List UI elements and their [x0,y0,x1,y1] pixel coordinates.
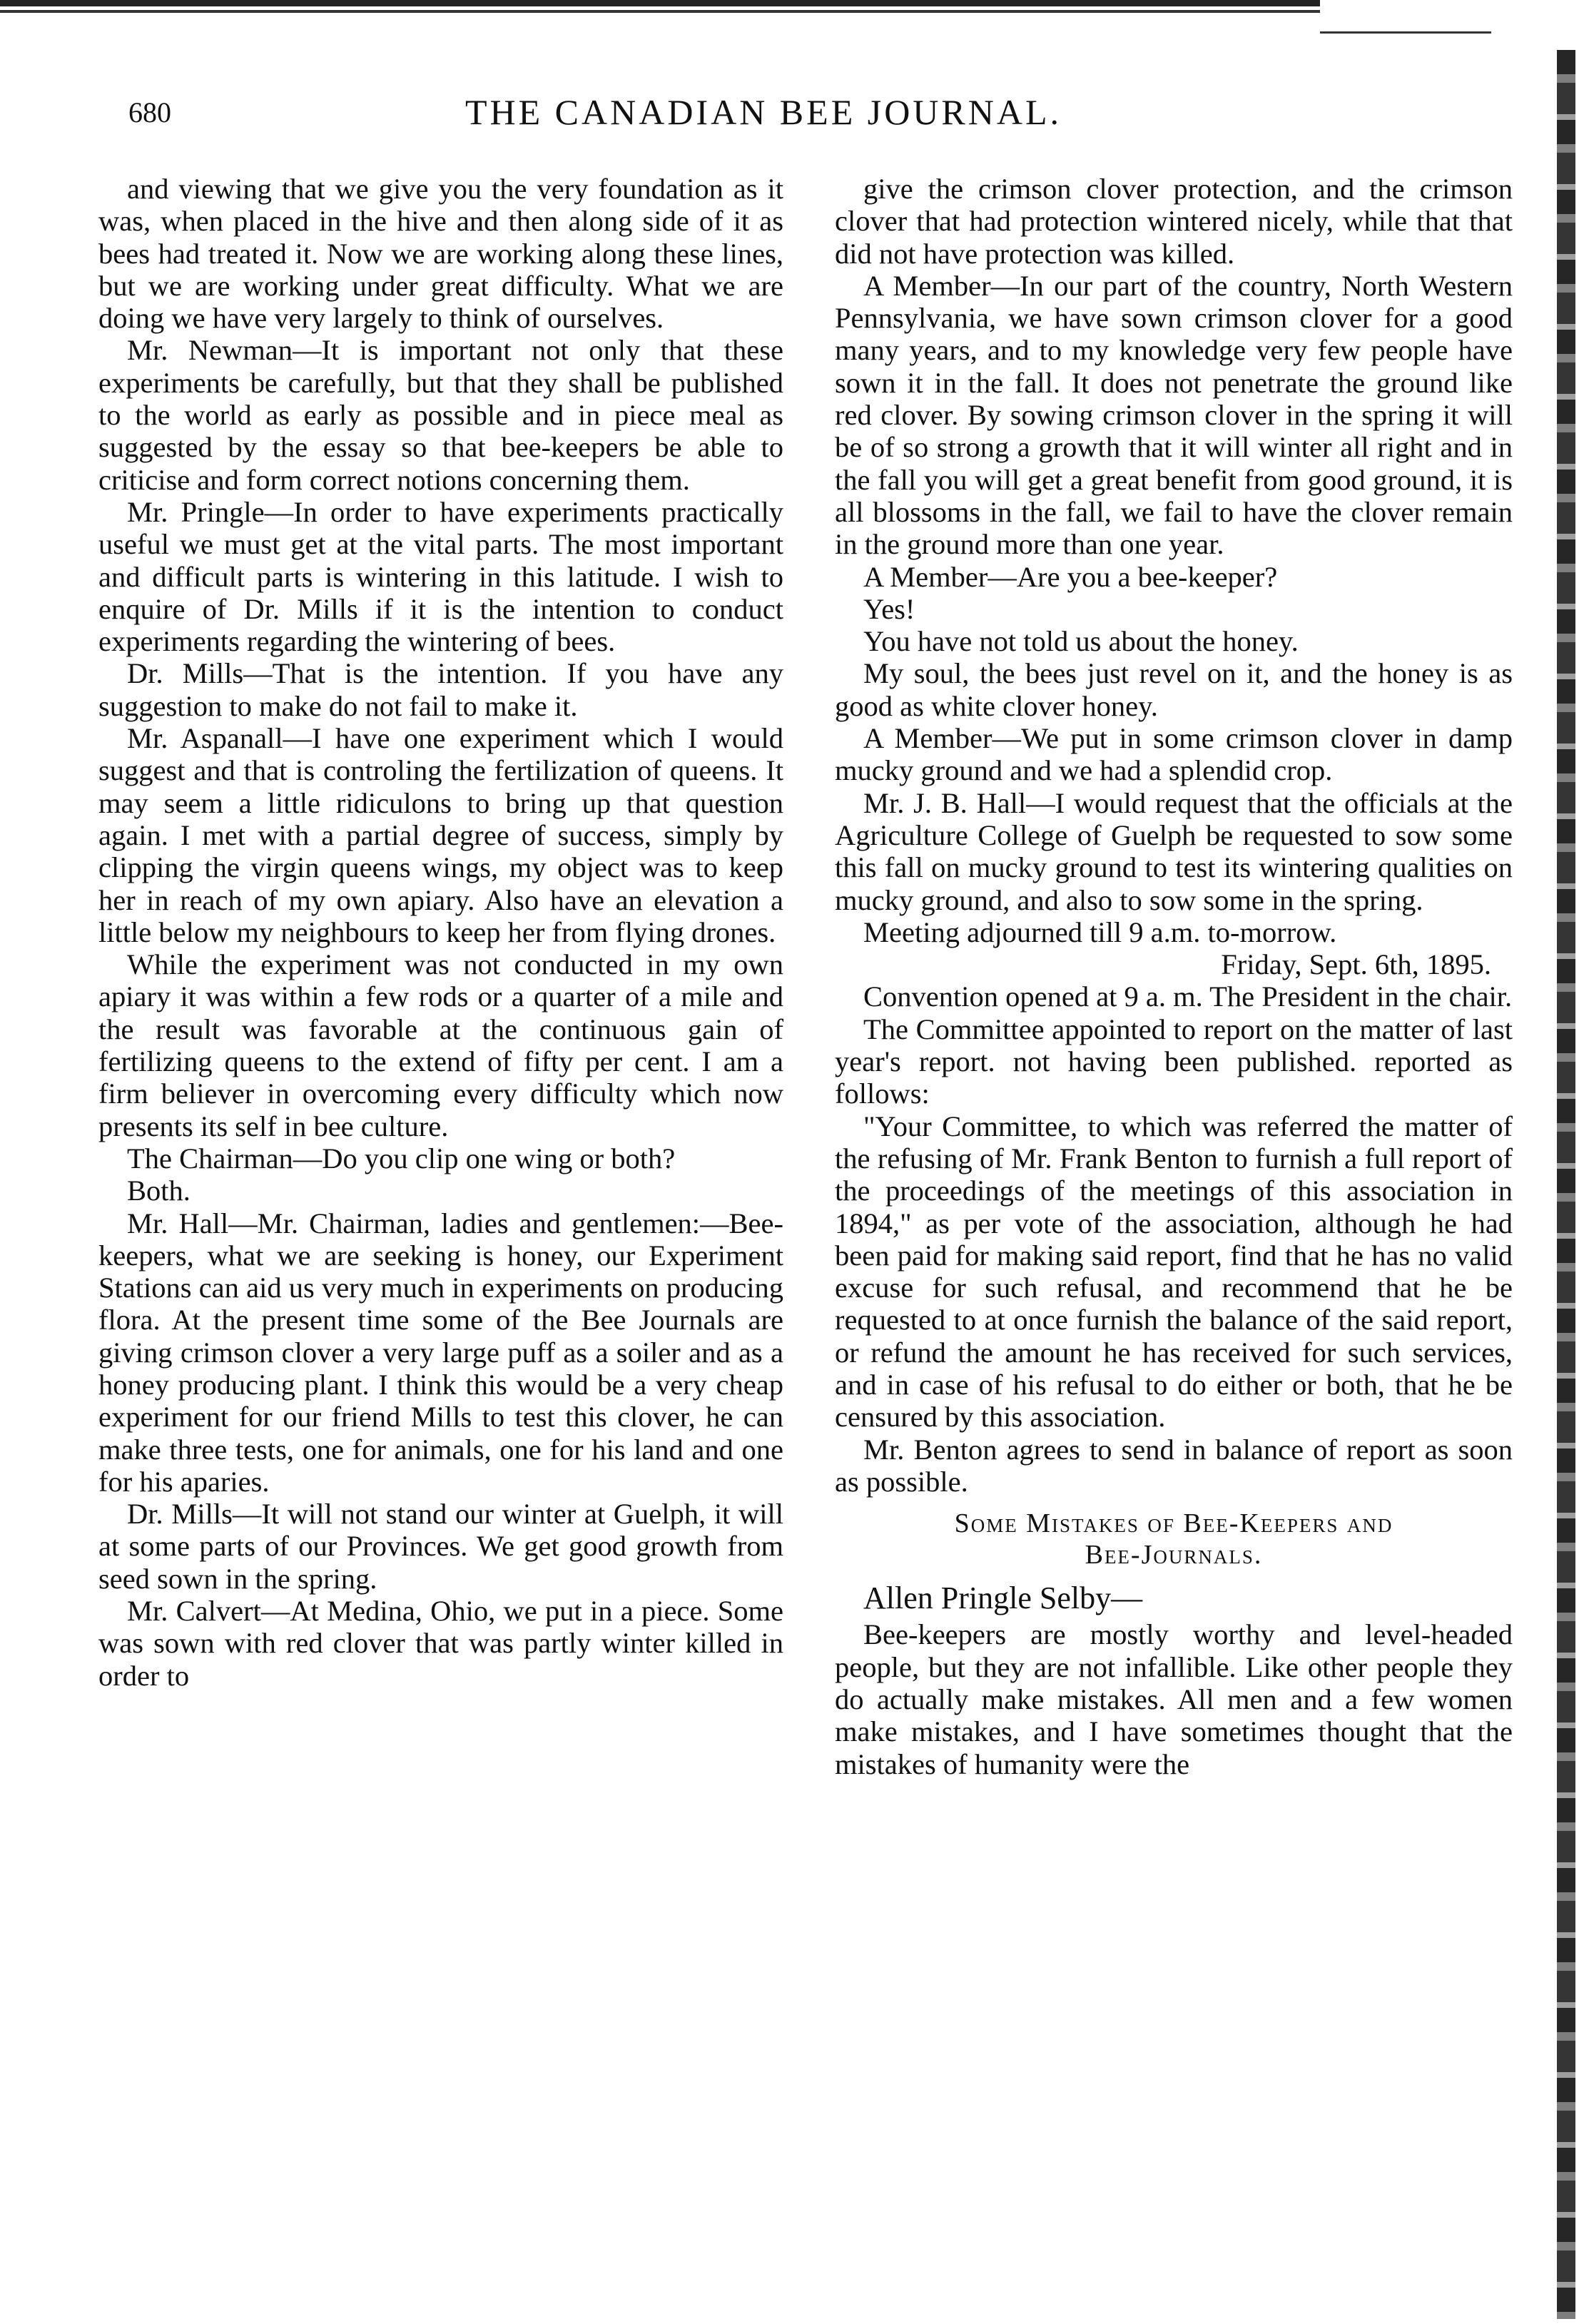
page-edge-shadow [1557,50,1575,2319]
paragraph: A Member—In our part of the country, North Western Pennsylvania, we have sown crimson clover for a good many years, and to my knowledge very few people have sown it in the fall. It does not penetrate the ground like red clover. By sowing crimson clover in the spring it will be of so strong a growth that it will winter all right and in the fall you will get a great benefit from good ground, it is all blossoms in the fall, we fail to have the clover remain in the ground more than one year. [835,269,1513,561]
paragraph: Bee-keepers are mostly worthy and level-headed people, but they are not infallible. Like other people they do actually make mistakes. All men and a few women make mistakes, and I have sometimes thought that the mistakes of humanity were the [835,1618,1513,1780]
section-title-line: Bee-Journals. [1085,1540,1263,1571]
paragraph: and viewing that we give you the very foundation as it was, when placed in the hive and then along side of it as bees had treated it. Now we are working along these lines, but we are working under great difficulty. What we are doing we have very largely to think of ourselves. [98,173,783,335]
paragraph: give the crimson clover protection, and the crimson clover that had protection wintered nicely, while that that did not have protection was killed. [835,173,1513,270]
left-column [98,173,783,1692]
paragraph: A Member—We put in some crimson clover in damp mucky ground and we had a splendid crop. [835,722,1513,787]
paragraph: Mr. J. B. Hall—I would request that the officials at the Agriculture College of Guelph be requested to sow some this fall on mucky ground to test its wintering qualities on mucky ground, and also to sow some in the spring. [835,786,1513,916]
paragraph: The Committee appointed to report on the matter of last year's report. not having been published. reported as follows: [835,1013,1513,1110]
paragraph: While the experiment was not conducted in my own apiary it was within a few rods or a quarter of a mile and the result was favorable at the continuous gain of fertilizing queens to the extend of fifty per cent. I am a firm believer in overcoming every difficulty which now presents its self in bee culture. [98,948,783,1142]
page-number: 680 [128,96,171,128]
top-border-rule-right [1320,31,1491,34]
paragraph: Both. [127,1174,191,1207]
page-header [86,91,1506,141]
paragraph: My soul, the bees just revel on it, and the honey is as good as white clover honey. [835,657,1513,722]
section-title [835,1508,1513,1571]
paragraph: You have not told us about the honey. [863,625,1299,658]
paragraph: Mr. Newman—It is important not only that these experiments be carefully, but that they shall be published to the world as early as possible and in piece meal as suggested by the essay so that bee-keepers be able to criticise and form correct notions concerning them. [98,334,783,496]
paragraph: Dr. Mills—That is the intention. If you have any suggestion to make do not fail to make it. [98,657,783,722]
paragraph: Dr. Mills—It will not stand our winter at Guelph, it will at some parts of our Provinces. We get good growth from seed sown in the spring. [98,1498,783,1595]
paragraph: Mr. Benton agrees to send in balance of report as soon as possible. [835,1433,1513,1498]
paragraph: Convention opened at 9 a. m. The President in the chair. [863,980,1513,1013]
journal-title: THE CANADIAN BEE JOURNAL. [464,92,1062,132]
paragraph: A Member—Are you a bee-keeper? [863,560,1278,593]
dateline: Friday, Sept. 6th, 1895. [1221,948,1491,981]
byline: Allen Pringle Selby— [863,1580,1143,1616]
paragraph: Mr. Pringle—In order to have experiments practically useful we must get at the vital parts. The most important and difficult parts is wintering in this latitude. I wish to enquire of Dr. Mills if it is the intention to conduct experiments regarding the wintering of bees. [98,495,783,658]
paragraph: The Chairman—Do you clip one wing or both? [127,1142,676,1174]
paragraph: Yes! [863,592,915,625]
paragraph: Meeting adjourned till 9 a.m. to-morrow. [863,915,1337,948]
section-title-line: Some Mistakes of Bee-Keepers and [954,1508,1393,1539]
paragraph: Mr. Hall—Mr. Chairman, ladies and gentlemen:—Bee-keepers, what we are seeking is honey, our Experiment Stations can aid us very much in experiments on producing flora. At the present time some of the Bee Journals are giving crimson clover a very large puff as a soiler and as a honey producing plant. I think this would be a very cheap experiment for our friend Mills to test this clover, he can make three tests, one for animals, one for his land and one for his aparies. [98,1207,783,1498]
top-border-rule [0,0,1320,16]
paragraph: Mr. Calvert—At Medina, Ohio, we put in a piece. Some was sown with red clover that was partly winter killed in order to [98,1595,783,1692]
right-column [835,173,1513,1780]
paragraph: Mr. Aspanall—I have one experiment which I would suggest and that is controling the fertilization of queens. It may seem a little ridiculons to bring up that question again. I met with a partial degree of success, simply by clipping the virgin queens wings, my object was to keep her in reach of my own apiary. Also have an elevation a little below my neighbours to keep her from flying drones. [98,722,783,948]
paragraph: "Your Committee, to which was referred the matter of the refusing of Mr. Frank Benton to furnish a full report of the proceedings of the meetings of this association in 1894," as per vote of the association, although he had been paid for making said report, find that he has no valid excuse for such refusal, and recommend that he be requested to at once furnish the balance of the said report, or refund the amount he has received for such services, and in case of his refusal to do either or both, that he be censured by this association. [835,1110,1513,1434]
